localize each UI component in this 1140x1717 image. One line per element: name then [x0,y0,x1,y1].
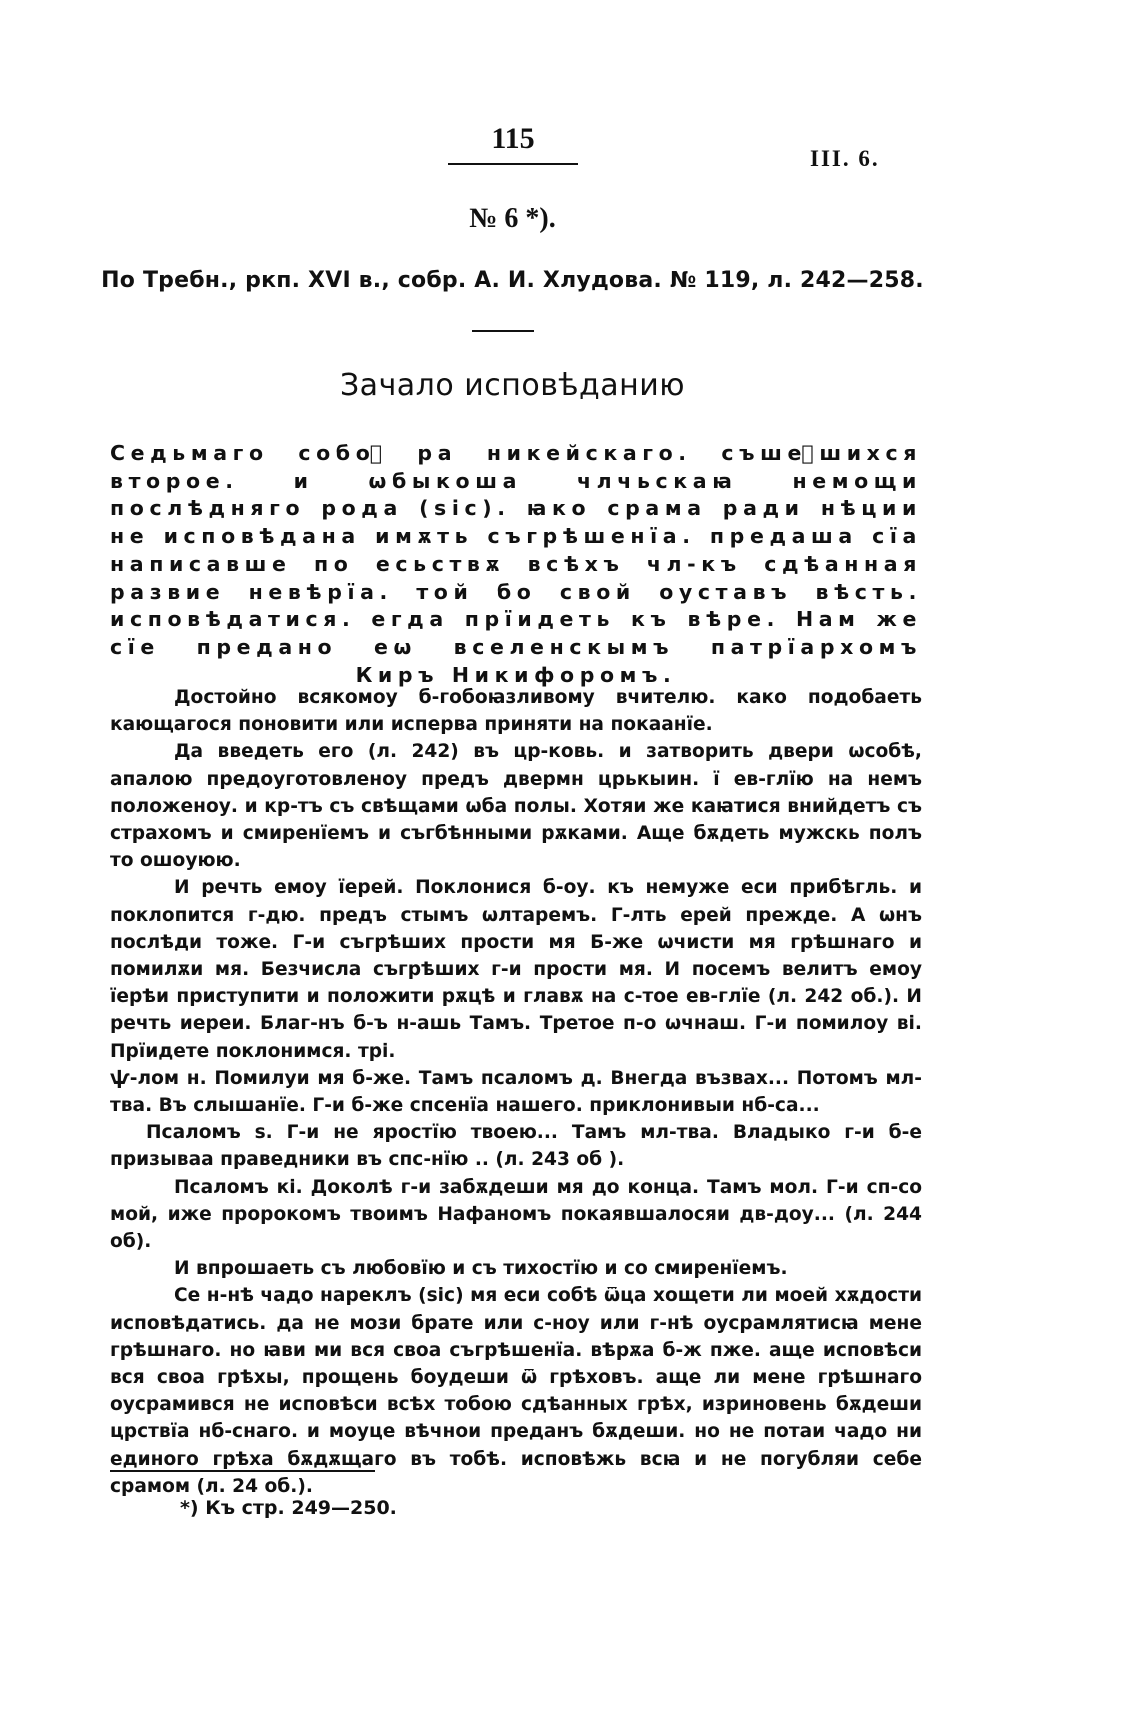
footnote: *) Къ стр. 249—250. [180,1497,397,1519]
paragraph: Достойно всякомоу б-гобоꙗзливому вчителю. како подобаеть кающагося поновити или исперва приняти на покаанїе. [110,687,922,736]
body-text [110,684,922,1500]
source-citation: По Требн., ркп. XVI в., собр. А. И. Хлудова. № 119, л. 242—258. [101,268,924,293]
separator-rule [472,330,534,332]
paragraph: ѱ-лом н. Помилуи мя б-же. Тамъ псаломъ д. Внегда възвах... Потомъ мл-тва. Въ слышанїе. Г-и б-же спсенїа нашего. приклонивыи нб-са... [110,1067,922,1117]
paragraph: Да введеть его (л. 242) въ цр-ковь. и затворить двери ѡсобѣ, апалою предоуготовленоу предъ двермн црькыин. ї ев-глїю на немъ положеноу. и кр-тъ съ свѣщами ѡба полы. Хотяи же каꙗтися внийдетъ съ страхомъ и смиренїемъ и съгбѣнными рѫками. Аще бѫдеть мужскь полъ то ошоуюю. [110,741,922,872]
page-number: 115 [491,122,535,155]
page-number-rule [448,163,578,165]
footnote-rule [110,1470,375,1472]
paragraph: Псаломъ ѕ. Г-и не яростїю твоею... Тамъ мл-тва. Владыко г-и б-е призываа праведники въ спс-нїю .. (л. 243 об ). [110,1122,922,1171]
paragraph: И речть емоу їерей. Поклонися б-оу. къ немуже еси прибѣгль. и поклопится г-дю. предъ стымъ ѡлтаремъ. Г-лть ерей прежде. А ѡнъ послѣди тоже. Г-и съгрѣших прости мя Б-же ѡчисти мя грѣшнаго и помилѫи мя. Безчисла съгрѣших г-и прости мя. И посемъ велитъ емоу їерѣи приступити и положити рѫцѣ и главѫ на с-тое ев-глїе (л. 242 об.). И речть иереи. Благ-нъ б-ъ н-ашь Тамъ. Третое п-о ѡчнаш. Г-и помилоу ві. Прїидете поклонимся. трі. [110,877,922,1062]
section-title: Зачало исповѣданию [339,368,686,403]
paragraph: Псаломъ кі. Доколѣ г-и забѫдеши мя до конца. Тамъ мол. Г-и сп-со мой, иже пророкомъ твоимъ Нафаномъ покаявшалосяи дв-доу... (л. 244 об). [110,1176,922,1253]
paragraph: Се н-нѣ чадо нареклъ (sic) мя еси собѣ ѿца хощети ли моей хѫдости исповѣдатись. да не мози брате или с-ноу или г-нѣ оусрамлятисꙗ мене грѣшнаго. но ꙗви ми вся своа съгрѣшенїа. вѣрѫа б-ж пже. аще исповѣси вся своа грѣхы, прощень боудеши ѿ грѣховъ. аще ли мене грѣшнаго оусрамився не исповѣси всѣх тобою сдѣанных грѣх, изриновень бѫдеши црствїа нб-снаго. и моуце вѣчнои преданъ бѫдеши. но не потаи чадо ни единого грѣха бѫдѫщаго въ тобѣ. исповѣжь всꙗ и не погубляи себе срамом (л. 24 об.). [110,1285,922,1497]
paragraph: И впрошаеть съ любовїю и съ тихостїю и со смиренїемъ. [174,1258,788,1280]
document-number-heading: № 6 *). [469,203,556,234]
running-head: III. 6. [810,146,880,171]
intro-paragraph: Седьмаго собоᷪ ра никейскаго. съшеⷣшихся второе. и ѡбыкоша члчьскаꙗ немощи послѣдняго рода (sic). ꙗко срама ради нѣции не исповѣдана имѫть съгрѣшенїа. предаша сїа написавше по есьствѫ всѣхъ чл-къ сдѣанная развие невѣрїа. той бо свой оуставъ вѣсть. исповѣдатися. егда прїидеть къ вѣре. Нам же сїе предано еѡ вселенскымъ патрїархомъ Киръ Никифоромъ. [110,441,922,687]
